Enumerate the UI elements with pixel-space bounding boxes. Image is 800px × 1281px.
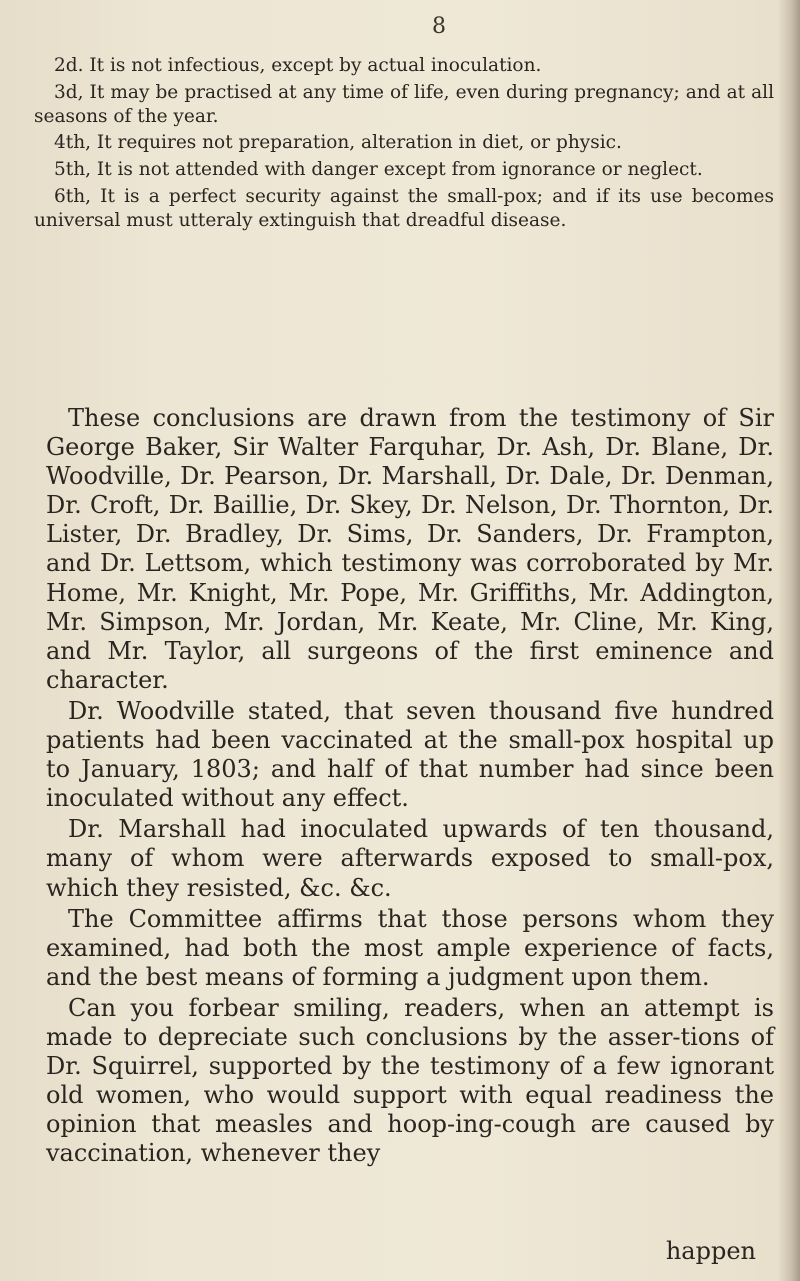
- body-paragraph: These conclusions are drawn from the testimony of Sir George Baker, Sir Walter Farquhar, Dr. Ash, Dr. Blane, Dr. Woodville, Dr. Pearson, Dr. Marshall, Dr. Dale, Dr. Denman, Dr. Croft, Dr. Baillie, Dr. Skey, Dr. Nelson, Dr. Thornton, Dr. Lister, Dr. Bradley, Dr. Sims, Dr. Sanders, Dr. Frampton, and Dr. Lettsom, which testimony was corroborated by Mr. Home, Mr. Knight, Mr. Pope, Mr. Griffiths, Mr. Addington, Mr. Simpson, Mr. Jordan, Mr. Keate, Mr. Cline, Mr. King, and Mr. Taylor, all surgeons of the first eminence and character.: [46, 404, 774, 694]
- conclusion-item: 5th, It is not attended with danger except from ignorance or neglect.: [54, 159, 703, 181]
- body-paragraph: Dr. Woodville stated, that seven thousand five hundred patients had been vaccinated at the small-pox hospital up to January, 1803; and half of that number had since been inoculated without any effect.: [46, 696, 774, 813]
- body-text: [46, 404, 774, 1168]
- page-number: 8: [432, 14, 446, 39]
- catchword: happen: [665, 1237, 756, 1265]
- body-paragraph: The Committee affirms that those persons whom they examined, had both the most ample experience of facts, and the best means of forming a judgment upon them.: [46, 904, 774, 991]
- conclusion-item: 4th, It requires not preparation, alteration in diet, or physic.: [54, 132, 622, 154]
- conclusion-item: 2d. It is not infectious, except by actual inoculation.: [54, 55, 542, 76]
- body-paragraph: Can you forbear smiling, readers, when an attempt is made to depreciate such conclusions by the asser-tions of Dr. Squirrel, supported by the testimony of a few ignorant old women, who would support with equal readiness the opinion that measles and hoop-ing-cough are caused by vaccination, whenever they: [46, 993, 774, 1168]
- conclusions-list: [34, 54, 774, 233]
- body-paragraph: Dr. Marshall had inoculated upwards of ten thousand, many of whom were afterwards exposed to small-pox, which they resisted, &c. &c.: [46, 815, 774, 902]
- page-edge-shadow: [778, 0, 800, 1281]
- conclusion-item: 3d, It may be practised at any time of life, even during pregnancy; and at all seasons of the year.: [34, 81, 774, 127]
- conclusion-item: 6th, It is a perfect security against the small-pox; and if its use becomes universal must utteraly extinguish that dreadful disease.: [34, 185, 774, 231]
